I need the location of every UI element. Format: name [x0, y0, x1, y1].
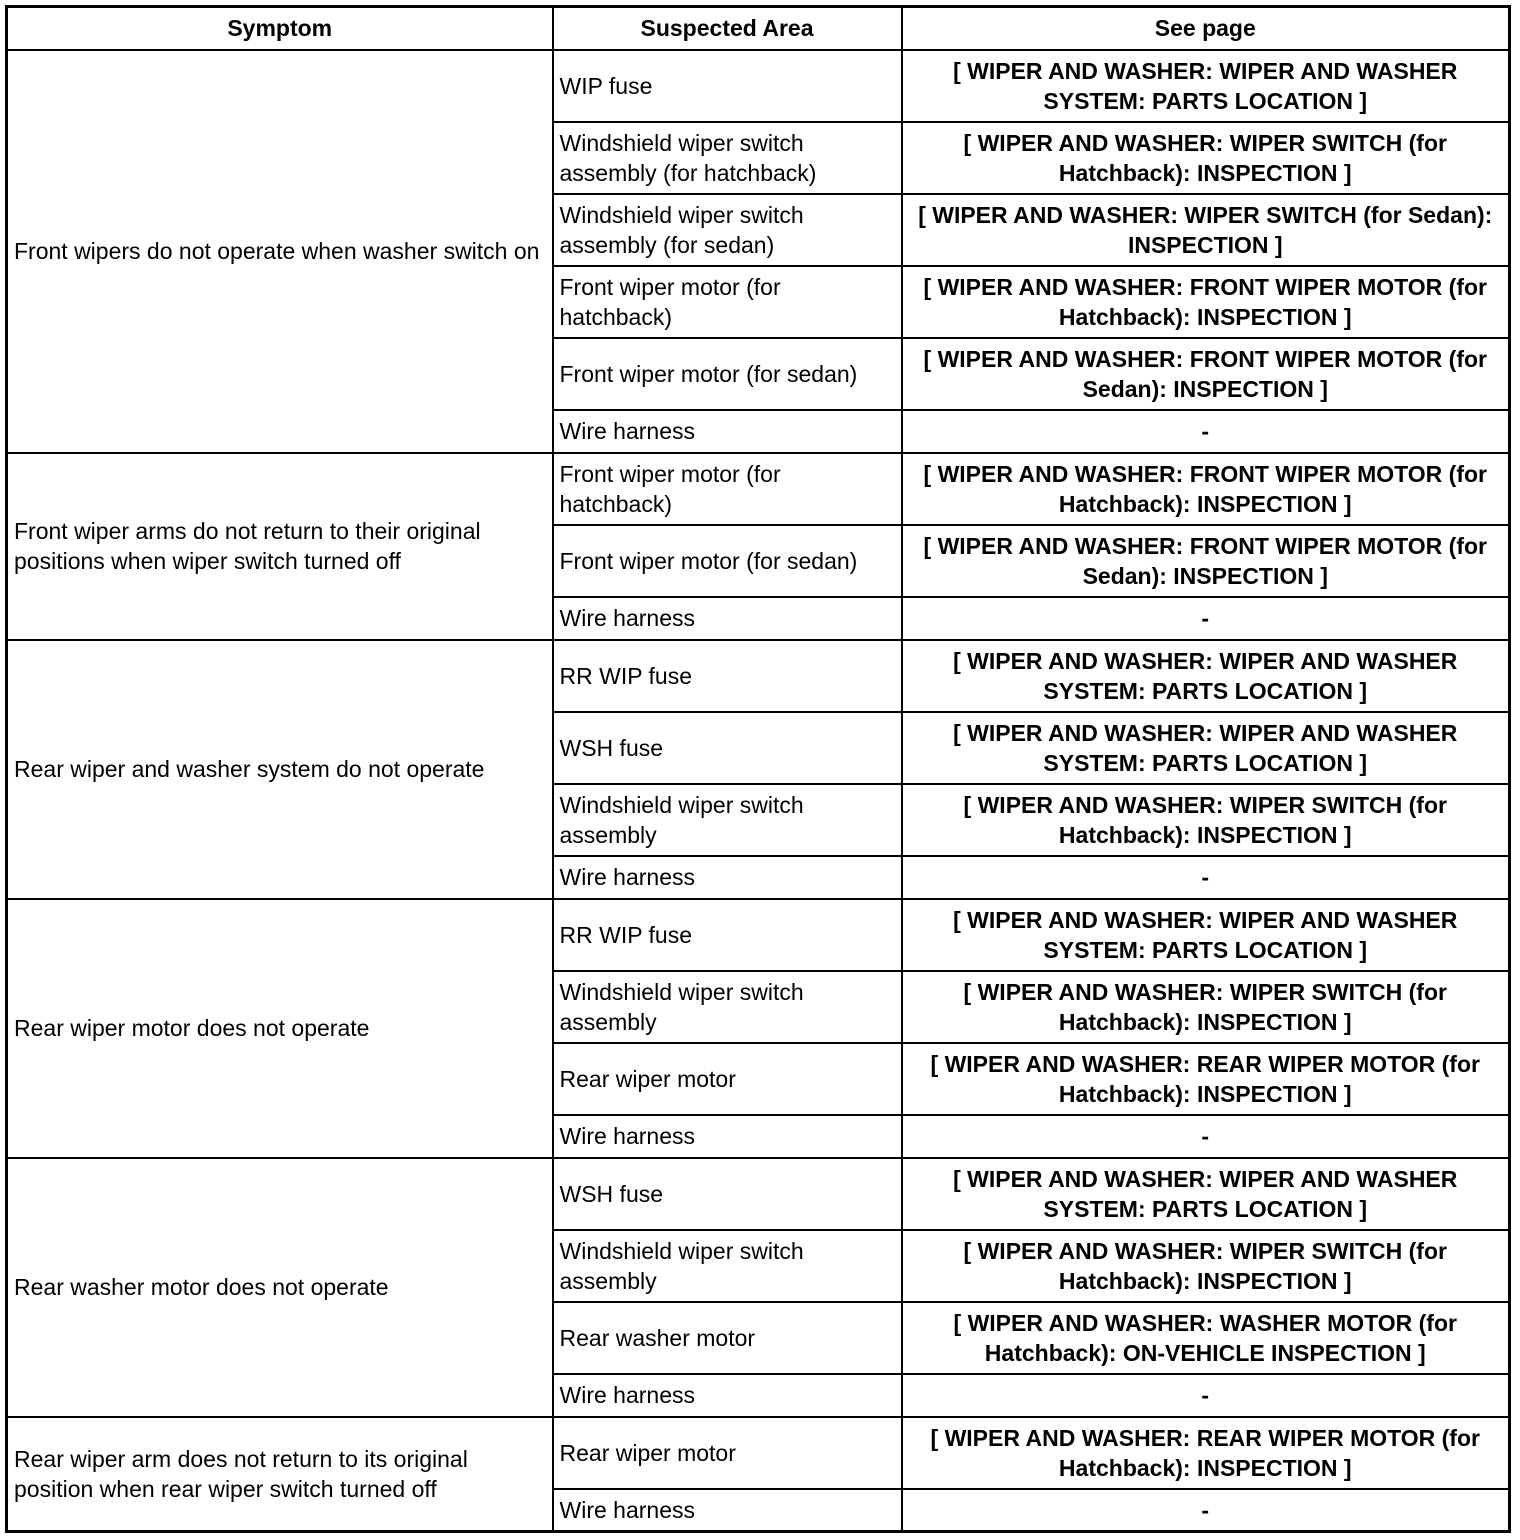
see-page-link[interactable]: [ WIPER AND WASHER: WIPER AND WASHER SYSTEM: PARTS LOCATION ]	[902, 712, 1510, 784]
see-page-link[interactable]: [ WIPER AND WASHER: WIPER SWITCH (for Hatchback): INSPECTION ]	[902, 784, 1510, 856]
suspected-area-cell: Wire harness	[553, 597, 902, 640]
header-suspected-area: Suspected Area	[553, 7, 902, 50]
symptom-cell: Front wiper arms do not return to their original positions when wiper switch turned off	[7, 453, 553, 640]
suspected-area-cell: Front wiper motor (for hatchback)	[553, 266, 902, 338]
see-page-link[interactable]: [ WIPER AND WASHER: WIPER AND WASHER SYSTEM: PARTS LOCATION ]	[902, 1158, 1510, 1230]
symptom-cell: Front wipers do not operate when washer switch on	[7, 50, 553, 453]
suspected-area-cell: Rear wiper motor	[553, 1417, 902, 1489]
suspected-area-cell: Windshield wiper switch assembly (for sedan)	[553, 194, 902, 266]
symptom-cell: Rear wiper arm does not return to its original position when rear wiper switch turned off	[7, 1417, 553, 1532]
suspected-area-cell: Front wiper motor (for hatchback)	[553, 453, 902, 525]
see-page-dash: -	[902, 1115, 1510, 1158]
suspected-area-cell: Front wiper motor (for sedan)	[553, 525, 902, 597]
see-page-dash: -	[902, 1374, 1510, 1417]
see-page-link[interactable]: [ WIPER AND WASHER: WIPER AND WASHER SYSTEM: PARTS LOCATION ]	[902, 899, 1510, 971]
see-page-link[interactable]: [ WIPER AND WASHER: WIPER SWITCH (for Hatchback): INSPECTION ]	[902, 971, 1510, 1043]
symptom-cell: Rear wiper motor does not operate	[7, 899, 553, 1158]
suspected-area-cell: Wire harness	[553, 410, 902, 453]
suspected-area-cell: RR WIP fuse	[553, 899, 902, 971]
table-row	[7, 1158, 1510, 1230]
see-page-link[interactable]: [ WIPER AND WASHER: REAR WIPER MOTOR (for Hatchback): INSPECTION ]	[902, 1043, 1510, 1115]
table-row	[7, 50, 1510, 122]
suspected-area-cell: Windshield wiper switch assembly	[553, 1230, 902, 1302]
suspected-area-cell: WSH fuse	[553, 1158, 902, 1230]
suspected-area-cell: Wire harness	[553, 1115, 902, 1158]
diagnosis-table-container	[5, 5, 1511, 1533]
see-page-link[interactable]: [ WIPER AND WASHER: WIPER SWITCH (for Hatchback): INSPECTION ]	[902, 1230, 1510, 1302]
table-row	[7, 1417, 1510, 1489]
see-page-dash: -	[902, 597, 1510, 640]
suspected-area-cell: WIP fuse	[553, 50, 902, 122]
see-page-link[interactable]: [ WIPER AND WASHER: FRONT WIPER MOTOR (for Sedan): INSPECTION ]	[902, 338, 1510, 410]
suspected-area-cell: Wire harness	[553, 1374, 902, 1417]
see-page-link[interactable]: [ WIPER AND WASHER: FRONT WIPER MOTOR (for Sedan): INSPECTION ]	[902, 525, 1510, 597]
see-page-dash: -	[902, 1489, 1510, 1532]
see-page-link[interactable]: [ WIPER AND WASHER: WIPER SWITCH (for Hatchback): INSPECTION ]	[902, 122, 1510, 194]
suspected-area-cell: Windshield wiper switch assembly (for hatchback)	[553, 122, 902, 194]
see-page-link[interactable]: [ WIPER AND WASHER: FRONT WIPER MOTOR (for Hatchback): INSPECTION ]	[902, 266, 1510, 338]
see-page-link[interactable]: [ WIPER AND WASHER: REAR WIPER MOTOR (for Hatchback): INSPECTION ]	[902, 1417, 1510, 1489]
suspected-area-cell: Rear washer motor	[553, 1302, 902, 1374]
see-page-link[interactable]: [ WIPER AND WASHER: FRONT WIPER MOTOR (for Hatchback): INSPECTION ]	[902, 453, 1510, 525]
see-page-link[interactable]: [ WIPER AND WASHER: WIPER AND WASHER SYSTEM: PARTS LOCATION ]	[902, 640, 1510, 712]
symptom-cell: Rear wiper and washer system do not operate	[7, 640, 553, 899]
suspected-area-cell: Rear wiper motor	[553, 1043, 902, 1115]
suspected-area-cell: Wire harness	[553, 1489, 902, 1532]
table-row	[7, 899, 1510, 971]
table-row	[7, 453, 1510, 525]
see-page-link[interactable]: [ WIPER AND WASHER: WIPER AND WASHER SYSTEM: PARTS LOCATION ]	[902, 50, 1510, 122]
suspected-area-cell: Windshield wiper switch assembly	[553, 971, 902, 1043]
suspected-area-cell: Windshield wiper switch assembly	[553, 784, 902, 856]
suspected-area-cell: WSH fuse	[553, 712, 902, 784]
suspected-area-cell: RR WIP fuse	[553, 640, 902, 712]
see-page-link[interactable]: [ WIPER AND WASHER: WASHER MOTOR (for Hatchback): ON-VEHICLE INSPECTION ]	[902, 1302, 1510, 1374]
suspected-area-cell: Wire harness	[553, 856, 902, 899]
header-symptom: Symptom	[7, 7, 553, 50]
table-row	[7, 640, 1510, 712]
symptom-cell: Rear washer motor does not operate	[7, 1158, 553, 1417]
see-page-dash: -	[902, 856, 1510, 899]
header-see-page: See page	[902, 7, 1510, 50]
header-row	[7, 7, 1510, 50]
suspected-area-cell: Front wiper motor (for sedan)	[553, 338, 902, 410]
see-page-dash: -	[902, 410, 1510, 453]
see-page-link[interactable]: [ WIPER AND WASHER: WIPER SWITCH (for Sedan): INSPECTION ]	[902, 194, 1510, 266]
symptom-table	[5, 5, 1511, 1533]
